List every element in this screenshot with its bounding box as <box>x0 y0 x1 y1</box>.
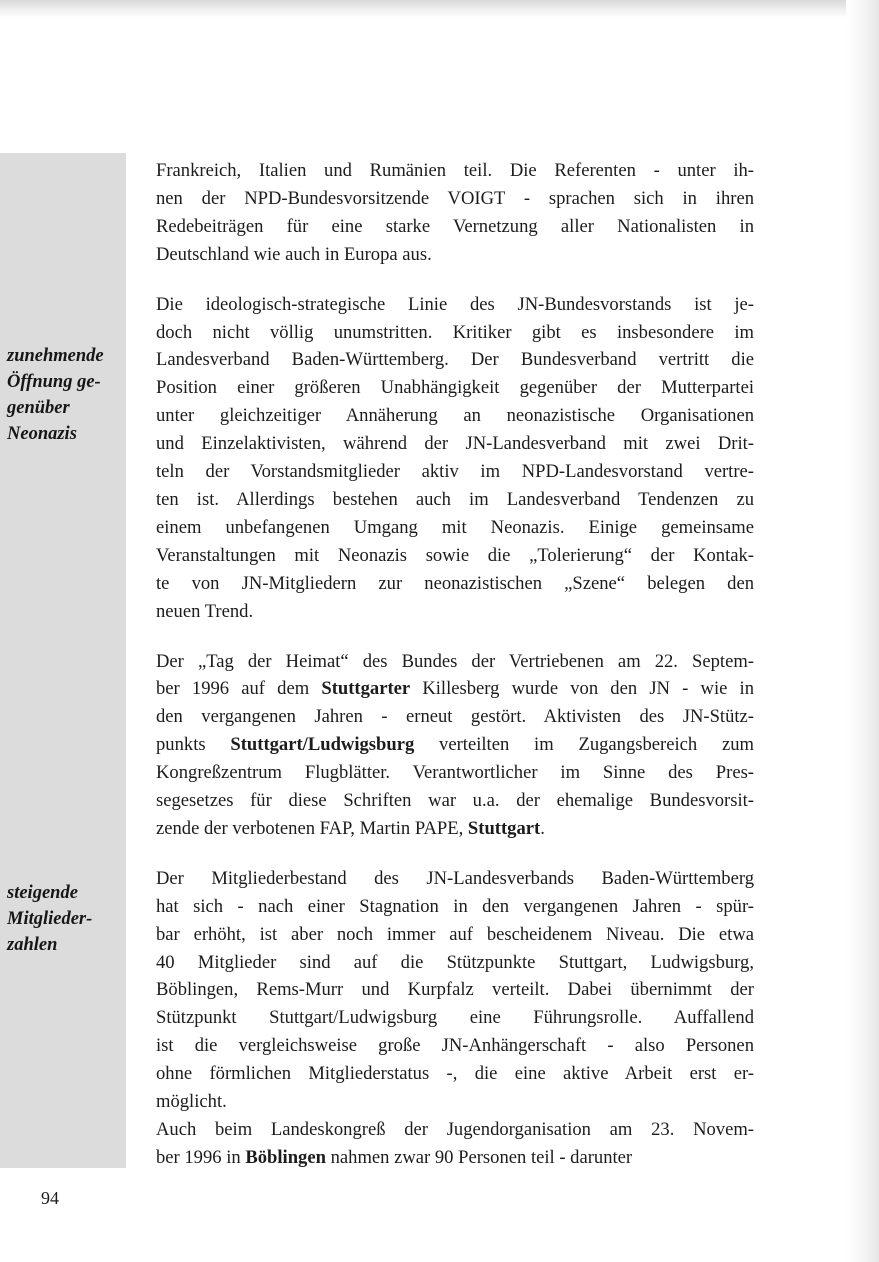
text-segment: Der „Tag der Heimat“ des Bundes der Vertriebenen am 22. Septem- <box>156 650 754 672</box>
page-number: 94 <box>41 1188 59 1208</box>
paragraph-gap <box>156 626 754 648</box>
margin-note-member-growth <box>7 880 127 958</box>
text-line: möglicht. <box>156 1091 227 1113</box>
margin-note-band <box>0 153 126 1168</box>
paragraph-international-conference <box>156 157 754 269</box>
text-segment: Auch beim Landeskongreß der Jugendorganisation am 23. Novem- <box>156 1119 754 1140</box>
text-line: unter gleichzeitiger Annäherung an neonazistische Organisationen <box>156 405 754 427</box>
text-segment: ber 1996 auf dem <box>156 678 322 700</box>
paragraph-gap <box>156 843 754 865</box>
text-line: teln der Vorstandsmitglieder aktiv im NPD-Landesvorstand vertre- <box>156 461 754 483</box>
text-line <box>156 759 754 787</box>
text-line: Stützpunkt Stuttgart/Ludwigsburg eine Führungsrolle. Auffallend <box>156 1007 754 1029</box>
text-segment: Kongreßzentrum Flugblätter. Verantwortlicher im Sinne des Pres- <box>156 762 754 784</box>
bold-place-name: Stuttgart/Ludwigsburg <box>230 734 415 756</box>
text-line: ohne förmlichen Mitgliederstatus -, die eine aktive Arbeit erst er- <box>156 1063 754 1085</box>
margin-note-openness-neonazis <box>7 343 127 447</box>
text-line <box>156 787 754 815</box>
text-line: Landesverband Baden-Württemberg. Der Bundesverband vertritt die <box>156 349 754 371</box>
text-segment: Killesberg wurde von den JN - wie in <box>410 678 754 700</box>
text-line: ist die vergleichsweise große JN-Anhängerschaft - also Personen <box>156 1035 754 1057</box>
text-line <box>156 731 754 759</box>
paragraph-landeskongress <box>156 1116 754 1172</box>
text-line <box>156 1116 754 1144</box>
paragraph-membership <box>156 865 754 1116</box>
text-segment: verteilten im Zugangsbereich zum <box>414 734 754 756</box>
text-line: Die ideologisch-strategische Linie des JN-Bundesvorstands ist je- <box>156 293 754 315</box>
paragraph-tag-der-heimat <box>156 648 754 843</box>
text-segment: den vergangenen Jahren - erneut gestört. Aktivisten des JN-Stütz- <box>156 706 754 728</box>
scan-right-edge <box>846 0 879 1262</box>
text-line: nen der NPD-Bundesvorsitzende VOIGT - sprachen sich in ihren <box>156 187 754 209</box>
bold-place-name: Böblingen <box>245 1146 326 1168</box>
margin-note-line: steigende <box>7 883 78 903</box>
text-line: neuen Trend. <box>156 600 254 622</box>
text-line: Böblingen, Rems-Murr und Kurpfalz verteilt. Dabei übernimmt der <box>156 979 754 1001</box>
text-line: Veranstaltungen mit Neonazis sowie die „Tolerierung“ der Kontak- <box>156 544 754 566</box>
text-line: doch nicht völlig unumstritten. Kritiker gibt es insbesondere im <box>156 321 754 343</box>
paragraph-gap <box>156 269 754 291</box>
text-line: Deutschland wie auch in Europa aus. <box>156 243 432 265</box>
margin-note-line: zunehmende <box>7 346 104 366</box>
margin-note-line: Öffnung ge- <box>7 372 101 392</box>
text-line: Redebeiträgen für eine starke Vernetzung aller Nationalisten in <box>156 215 754 237</box>
text-line: te von JN-Mitgliedern zur neonazistischen „Szene“ belegen den <box>156 572 754 594</box>
text-line: bar erhöht, ist aber noch immer auf bescheidenem Niveau. Die etwa <box>156 923 754 945</box>
scan-top-shadow <box>0 0 850 18</box>
text-line: hat sich - nach einer Stagnation in den vergangenen Jahren - spür- <box>156 895 754 917</box>
text-line: Position einer größeren Unabhängigkeit gegenüber der Mutterpartei <box>156 377 754 399</box>
margin-note-line: genüber <box>7 398 70 418</box>
text-line <box>156 703 754 731</box>
text-segment: punkts <box>156 734 231 756</box>
text-segment: ber 1996 in <box>156 1146 246 1168</box>
text-line: und Einzelaktivisten, während der JN-Landesverband mit zwei Drit- <box>156 433 754 455</box>
text-line <box>156 815 754 843</box>
margin-note-line: zahlen <box>7 935 58 955</box>
bold-place-name: Stuttgart <box>467 817 541 839</box>
body-text <box>156 157 754 1172</box>
text-line <box>156 648 754 676</box>
text-segment: . <box>540 817 545 839</box>
text-segment: nahmen zwar 90 Personen teil - darunter <box>325 1146 633 1168</box>
text-line: Frankreich, Italien und Rumänien teil. Die Referenten - unter ih- <box>156 160 754 181</box>
paragraph-ideological-line <box>156 291 754 626</box>
text-line: ten ist. Allerdings bestehen auch im Landesverband Tendenzen zu <box>156 488 754 510</box>
margin-note-line: Mitglieder- <box>7 909 93 929</box>
text-line: 40 Mitglieder sind auf die Stützpunkte Stuttgart, Ludwigsburg, <box>156 951 754 973</box>
text-line: Der Mitgliederbestand des JN-Landesverbands Baden-Württemberg <box>156 867 754 889</box>
text-line <box>156 675 754 703</box>
margin-note-line: Neonazis <box>7 424 77 444</box>
text-segment: segesetzes für diese Schriften war u.a. der ehemalige Bundesvorsit- <box>156 790 754 812</box>
text-line <box>156 1144 754 1172</box>
text-line: einem unbefangenen Umgang mit Neonazis. Einige gemeinsame <box>156 516 754 538</box>
bold-place-name: Stuttgarter <box>321 678 411 700</box>
text-segment: zende der verbotenen FAP, Martin PAPE, <box>156 817 468 839</box>
